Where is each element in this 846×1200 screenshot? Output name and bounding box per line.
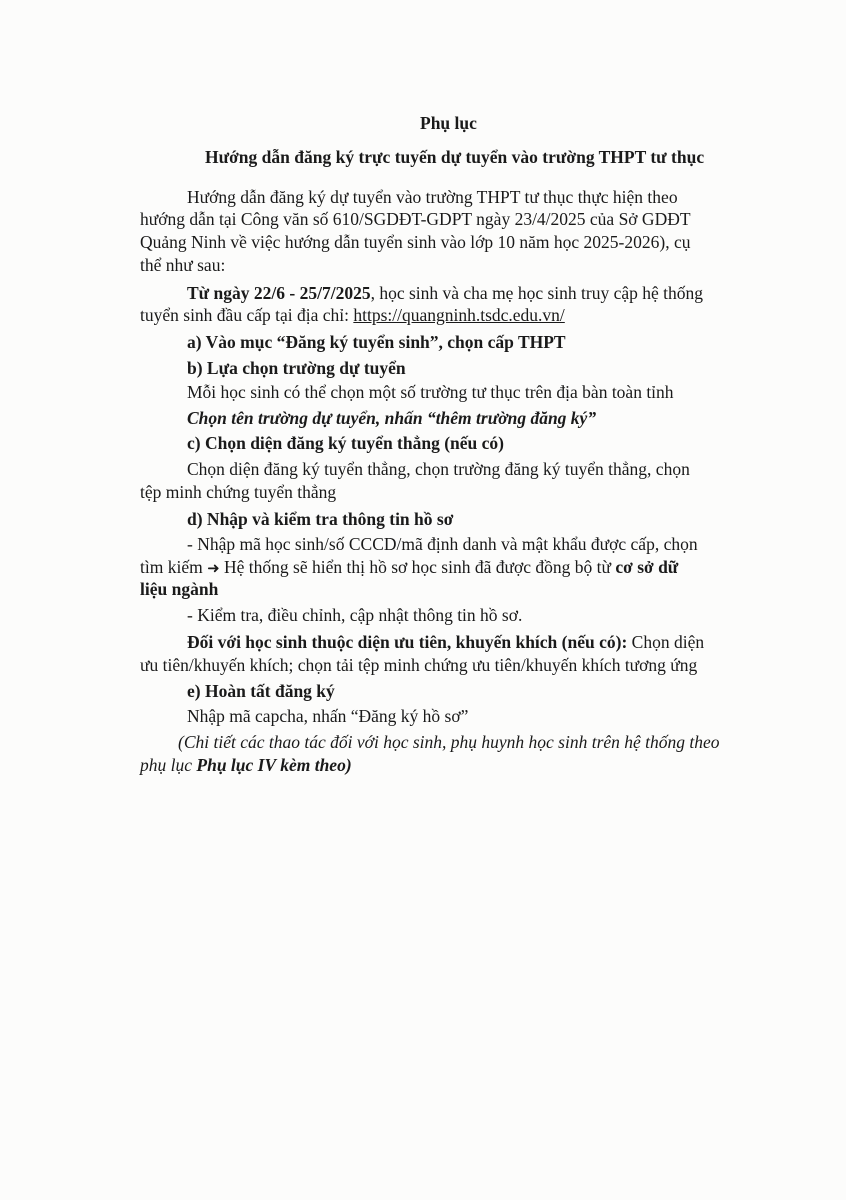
step-d-emphasis: cơ sở dữ [615, 557, 679, 577]
footnote-text: (Chi tiết các thao tác đối với học sinh, phụ huynh học sinh trên hệ thống theo [178, 732, 720, 752]
step-a-heading: a) Vào mục “Đăng ký tuyển sinh”, chọn cấp THPT [187, 332, 566, 352]
priority-text: Chọn diện [627, 632, 705, 652]
step-e-heading: e) Hoàn tất đăng ký [187, 681, 335, 701]
right-arrow-icon: ➜ [207, 559, 220, 577]
page-subtitle: Hướng dẫn đăng ký trực tuyến dự tuyển vào trường THPT tư thục [205, 147, 705, 167]
period-dates: Từ ngày 22/6 - 25/7/2025 [187, 283, 371, 303]
step-b-text: Mỗi học sinh có thể chọn một số trường tư thục trên địa bàn toàn tỉnh [187, 382, 674, 402]
step-d-text: Hệ thống sẽ hiển thị hồ sơ học sinh đã được đồng bộ từ [219, 557, 616, 577]
period-text: tuyển sinh đầu cấp tại địa chỉ: [140, 305, 354, 325]
period-text: , học sinh và cha mẹ học sinh truy cập hệ thống [370, 283, 703, 303]
step-d-text: - Nhập mã học sinh/số CCCD/mã định danh và mật khẩu được cấp, chọn [187, 534, 698, 554]
step-b-heading: b) Lựa chọn trường dự tuyển [187, 358, 406, 378]
step-e-text: Nhập mã capcha, nhấn “Đăng ký hồ sơ” [187, 706, 469, 726]
intro-line: thể như sau: [140, 255, 226, 275]
intro-line: Hướng dẫn đăng ký dự tuyển vào trường THPT tư thục thực hiện theo [187, 187, 678, 207]
portal-link[interactable]: https://quangninh.tsdc.edu.vn/ [353, 305, 565, 325]
step-c-text: Chọn diện đăng ký tuyển thẳng, chọn trường đăng ký tuyển thẳng, chọn [187, 459, 690, 479]
step-b-action: Chọn tên trường dự tuyển, nhấn “thêm trường đăng ký” [187, 408, 597, 428]
step-d-emphasis: liệu ngành [140, 579, 219, 599]
priority-text: ưu tiên/khuyến khích; chọn tải tệp minh chứng ưu tiên/khuyến khích tương ứng [140, 655, 698, 675]
intro-line: hướng dẫn tại Công văn số 610/SGDĐT-GDPT ngày 23/4/2025 của Sở GDĐT [140, 209, 691, 229]
step-d-text: - Kiểm tra, điều chỉnh, cập nhật thông tin hồ sơ. [187, 605, 523, 625]
page-title: Phụ lục [420, 113, 477, 133]
step-d-text: tìm kiếm [140, 557, 208, 577]
step-c-text: tệp minh chứng tuyển thẳng [140, 482, 337, 502]
step-c-heading: c) Chọn diện đăng ký tuyển thẳng (nếu có) [187, 433, 504, 453]
priority-heading: Đối với học sinh thuộc diện ưu tiên, khuyến khích (nếu có): [187, 632, 628, 652]
step-d-heading: d) Nhập và kiểm tra thông tin hồ sơ [187, 509, 454, 529]
footnote-text: phụ lục [140, 755, 197, 775]
intro-line: Quảng Ninh về việc hướng dẫn tuyển sinh vào lớp 10 năm học 2025-2026), cụ [140, 232, 691, 252]
footnote-reference: Phụ lục IV kèm theo) [196, 755, 352, 775]
